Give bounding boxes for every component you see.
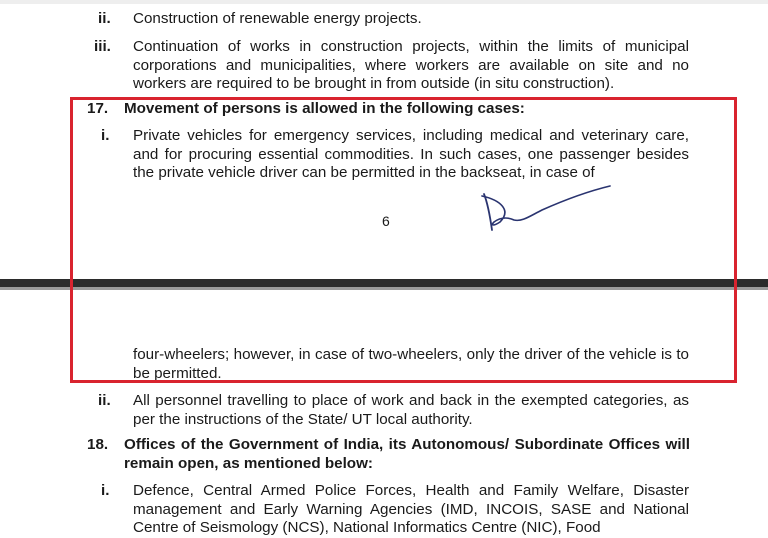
- list-marker: ii.: [98, 10, 111, 27]
- section-18-sub-i-marker: i.: [101, 482, 110, 499]
- section-17-sub-i-text-part1: Private vehicles for emergency services, including medical and veterinary care, and for procuring essential commodities. In such cases, one passenger besides the private vehicle driver can be permitted in the backseat, in case of: [133, 127, 689, 181]
- list-marker: iii.: [94, 38, 111, 55]
- section-17-sub-ii-text: All personnel travelling to place of work and back in the exempted categories, as per the instructions of the State/ UT local authority.: [133, 392, 689, 428]
- highlight-box: [70, 97, 737, 383]
- list-item-text: Continuation of works in construction projects, within the limits of municipal corporations and municipalities, where workers are available on site and no workers are required to be brought in from outside (in situ construction).: [133, 38, 689, 92]
- section-18-number: 18.: [87, 436, 109, 453]
- section-17-number: 17.: [87, 100, 109, 117]
- section-17-heading: Movement of persons is allowed in the following cases:: [124, 100, 525, 117]
- list-item-text: Construction of renewable energy projects.: [133, 10, 422, 27]
- section-18-heading: Offices of the Government of India, its Autonomous/ Subordinate Offices will remain open, as mentioned below:: [124, 436, 690, 472]
- section-18-sub-i-text: Defence, Central Armed Police Forces, Health and Family Welfare, Disaster management and Early Warning Agencies (IMD, INCOIS, SASE and National Centre of Seismology (NCS), National Informatics Centre (NIC), Food: [133, 482, 689, 536]
- page-number: 6: [382, 213, 390, 229]
- top-page-edge: [0, 0, 768, 4]
- section-17-sub-ii-marker: ii.: [98, 392, 111, 409]
- section-17-sub-i-marker: i.: [101, 127, 110, 144]
- section-17-sub-i-text-part2: four-wheelers; however, in case of two-wheelers, only the driver of the vehicle is to be permitted.: [133, 346, 689, 382]
